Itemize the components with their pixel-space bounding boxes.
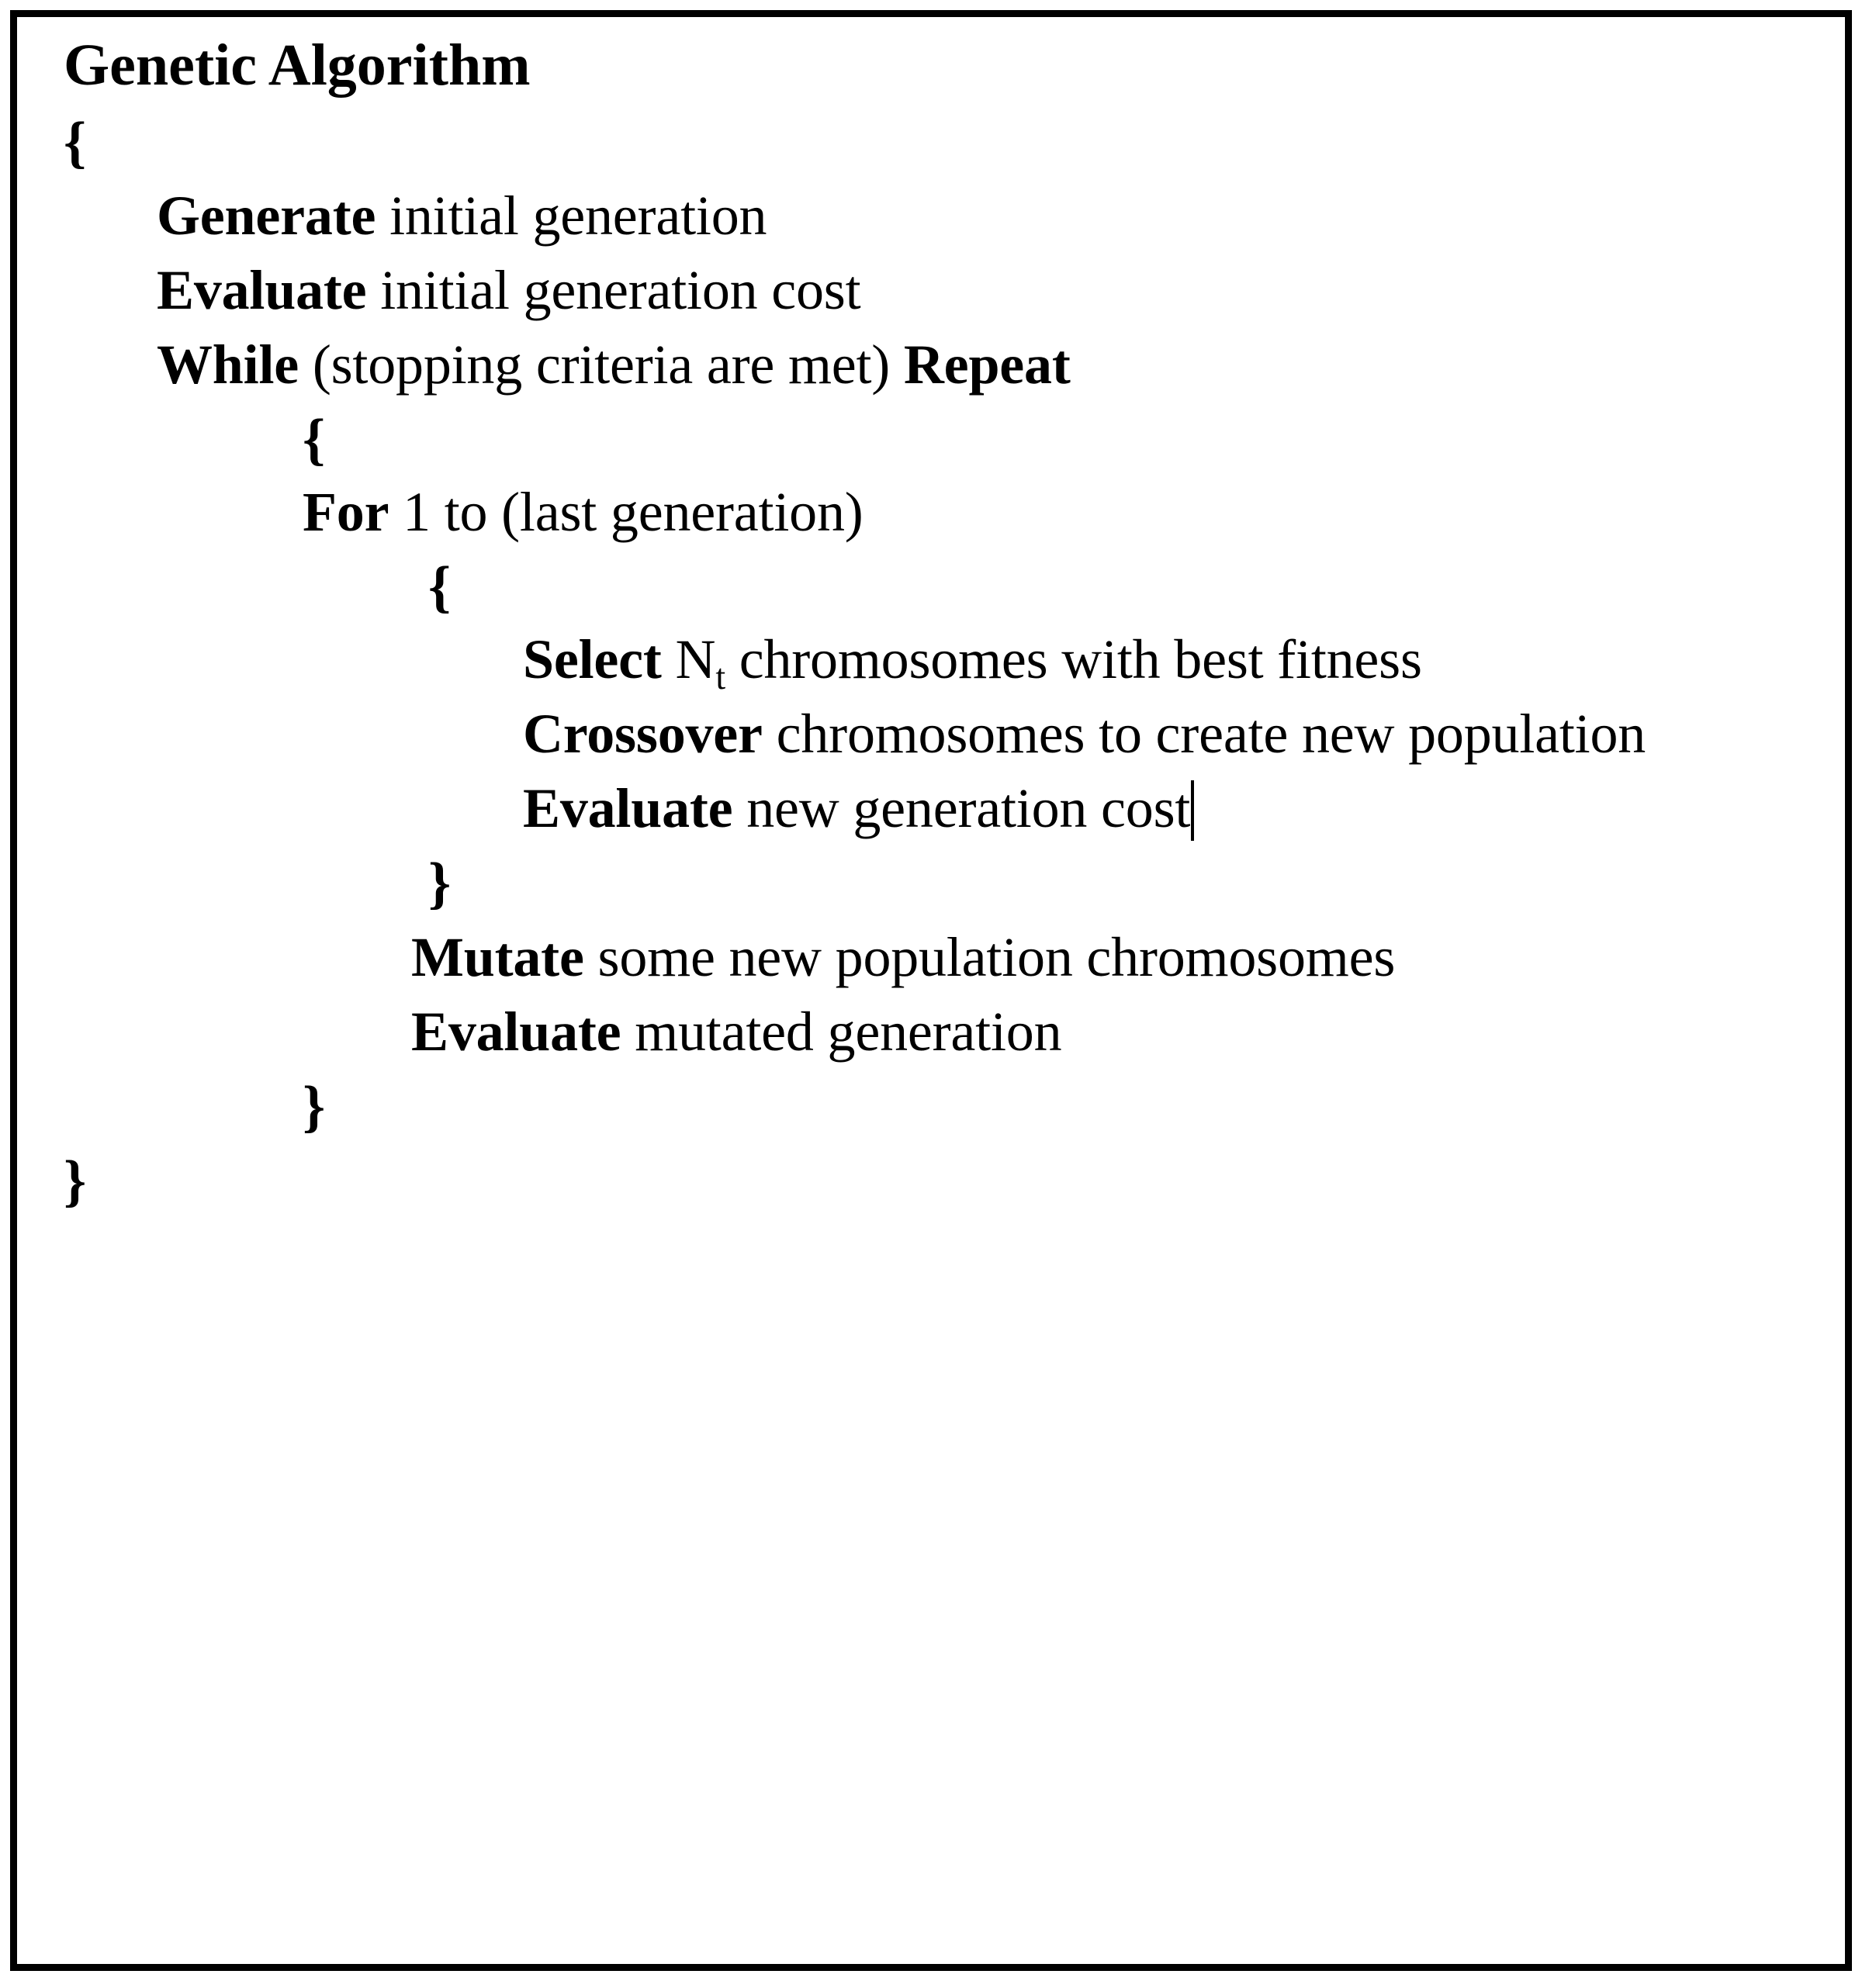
text-select-rest: chromosomes with best fitness xyxy=(725,628,1422,690)
brace-close-outer: } xyxy=(64,1150,87,1213)
text-crossover-rest: chromosomes to create new population xyxy=(762,703,1646,765)
brace-open-while: { xyxy=(303,408,326,472)
statement-generate xyxy=(157,185,767,247)
keyword-repeat: Repeat xyxy=(903,334,1071,396)
statement-evaluate-mutated xyxy=(411,1001,1062,1063)
text-for-range: 1 to (last generation) xyxy=(389,481,864,543)
keyword-select: Select xyxy=(523,628,662,690)
pseudocode-body xyxy=(17,17,1845,1964)
text-select-symbol: N xyxy=(661,628,716,690)
text-cursor-caret xyxy=(1191,780,1194,841)
brace-close-for: } xyxy=(428,852,452,915)
keyword-evaluate-new: Evaluate xyxy=(523,777,733,839)
text-mutate-rest: some new population chromosomes xyxy=(583,926,1396,988)
text-generate-rest: initial generation xyxy=(376,185,767,247)
statement-evaluate-initial xyxy=(157,259,861,321)
keyword-evaluate-mutated: Evaluate xyxy=(411,1001,621,1063)
brace-open-outer: { xyxy=(64,111,87,175)
page-title: Genetic Algorithm xyxy=(64,33,531,98)
keyword-while: While xyxy=(157,334,299,396)
brace-open-for: { xyxy=(428,555,452,619)
keyword-generate: Generate xyxy=(157,185,376,247)
text-evaluate-new-rest: new generation cost xyxy=(732,777,1191,839)
statement-while xyxy=(157,334,1071,396)
text-evaluate-mutated-rest: mutated generation xyxy=(621,1001,1062,1063)
algorithm-box xyxy=(10,10,1852,1971)
text-evaluate-initial-rest: initial generation cost xyxy=(366,259,861,321)
keyword-crossover: Crossover xyxy=(523,703,763,765)
statement-for xyxy=(303,481,864,543)
statement-select xyxy=(523,628,1422,697)
statement-crossover xyxy=(523,703,1646,765)
keyword-for: For xyxy=(303,481,389,543)
brace-close-while: } xyxy=(303,1075,326,1139)
statement-mutate xyxy=(411,926,1396,988)
keyword-mutate: Mutate xyxy=(411,926,584,988)
keyword-evaluate-initial: Evaluate xyxy=(157,259,367,321)
statement-evaluate-new xyxy=(523,777,1194,841)
text-while-condition: (stopping criteria are met) xyxy=(299,334,904,396)
subscript-t: t xyxy=(715,656,725,697)
